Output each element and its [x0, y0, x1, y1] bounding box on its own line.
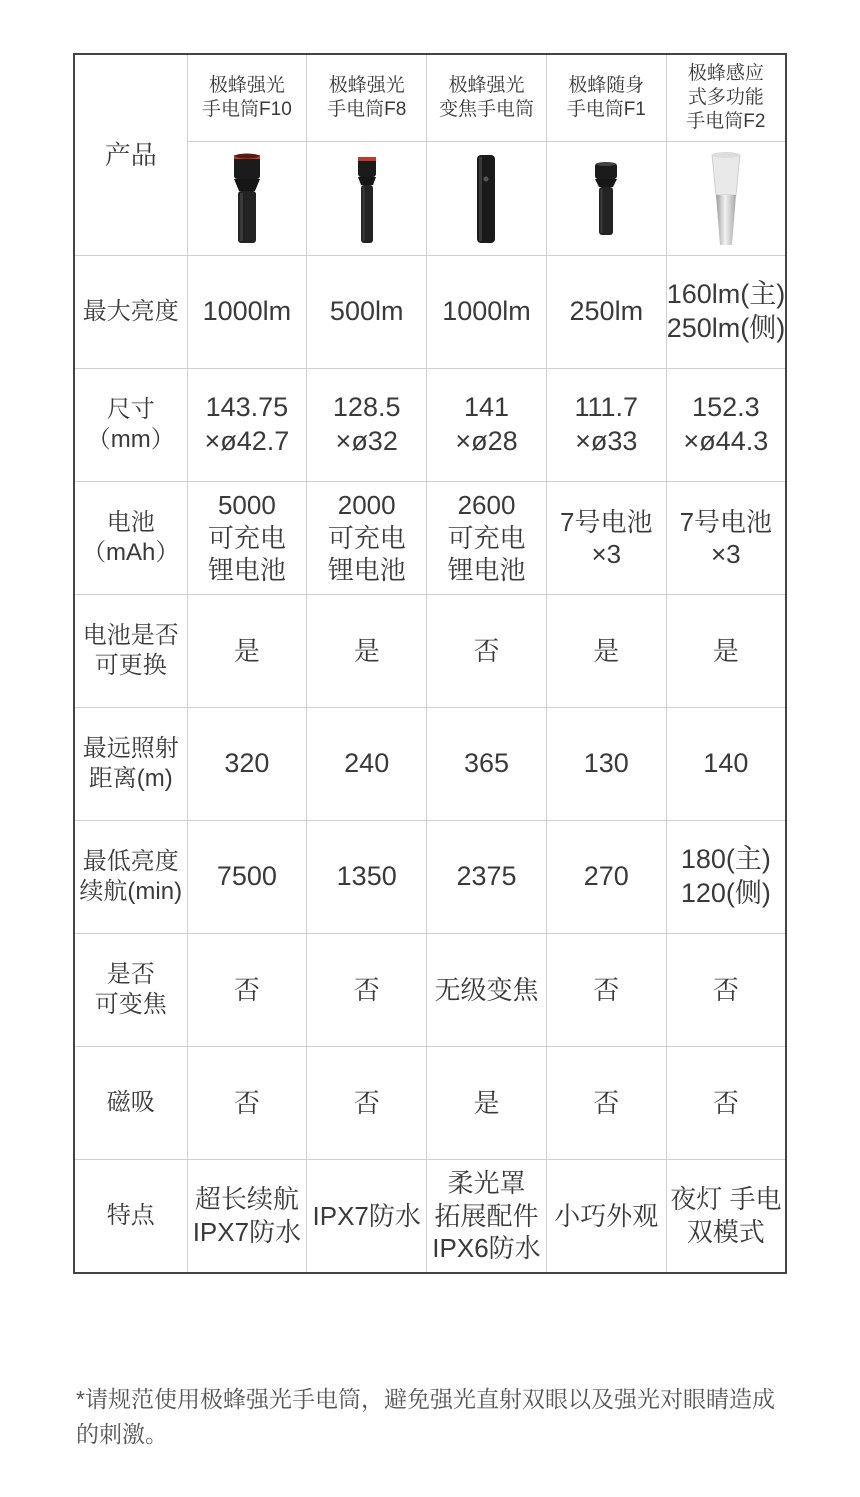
spec-row: [74, 1160, 786, 1273]
flashlight-f1-icon: [591, 159, 621, 239]
spec-value: 130: [546, 708, 666, 821]
spec-value: 否: [307, 1047, 427, 1160]
spec-value: 否: [187, 934, 307, 1047]
spec-value: 140: [666, 708, 786, 821]
flashlight-f10-icon: [227, 151, 267, 247]
spec-value: 否: [427, 595, 547, 708]
product-name: 极蜂随身 手电筒F1: [546, 54, 666, 142]
spec-row: [74, 482, 786, 595]
spec-value: 否: [307, 934, 427, 1047]
product-name: 极蜂强光 变焦手电筒: [427, 54, 547, 142]
row-label: 特点: [74, 1160, 187, 1273]
spec-value: 否: [546, 934, 666, 1047]
flashlight-f8-icon: [352, 151, 382, 247]
spec-value: 是: [427, 1047, 547, 1160]
spec-value: 无级变焦: [427, 934, 547, 1047]
product-image-cell: [187, 142, 307, 256]
flashlight-f2-icon: [706, 149, 746, 249]
spec-row: [74, 256, 786, 369]
product-image-cell: [427, 142, 547, 256]
spec-value: 否: [666, 934, 786, 1047]
spec-value: 是: [546, 595, 666, 708]
product-label: 产品: [74, 54, 187, 256]
product-name-row: [74, 54, 786, 142]
spec-value: 夜灯 手电 双模式: [666, 1160, 786, 1273]
usage-note: *请规范使用极蜂强光手电筒，避免强光直射双眼以及强光对眼睛造成的刺激。: [76, 1386, 775, 1447]
row-label: 尺寸 （mm）: [74, 369, 187, 482]
spec-value: 2000 可充电 锂电池: [307, 482, 427, 595]
spec-value: 1000lm: [187, 256, 307, 369]
spec-value: 160lm(主) 250lm(侧): [666, 256, 786, 369]
spec-value: 1000lm: [427, 256, 547, 369]
spec-value: 111.7 ×ø33: [546, 369, 666, 482]
spec-value: 2375: [427, 821, 547, 934]
spec-value: 250lm: [546, 256, 666, 369]
flashlight-zoom-icon: [473, 151, 499, 247]
spec-value: 7号电池 ×3: [546, 482, 666, 595]
spec-value: 365: [427, 708, 547, 821]
spec-value: 141 ×ø28: [427, 369, 547, 482]
spec-value: 超长续航 IPX7防水: [187, 1160, 307, 1273]
spec-value: 否: [546, 1047, 666, 1160]
spec-value: 7号电池 ×3: [666, 482, 786, 595]
spec-value: 小巧外观: [546, 1160, 666, 1273]
spec-value: 是: [187, 595, 307, 708]
product-image-cell: [666, 142, 786, 256]
row-label: 最远照射 距离(m): [74, 708, 187, 821]
comparison-table: [73, 53, 787, 1274]
spec-value: 320: [187, 708, 307, 821]
row-label: 磁吸: [74, 1047, 187, 1160]
spec-row: [74, 934, 786, 1047]
spec-row: [74, 708, 786, 821]
product-name: 极蜂感应 式多功能 手电筒F2: [666, 54, 786, 142]
spec-value: 143.75 ×ø42.7: [187, 369, 307, 482]
spec-row: [74, 595, 786, 708]
spec-value: 是: [666, 595, 786, 708]
spec-value: IPX7防水: [307, 1160, 427, 1273]
spec-value: 7500: [187, 821, 307, 934]
row-label: 是否 可变焦: [74, 934, 187, 1047]
spec-row: [74, 1047, 786, 1160]
spec-value: 5000 可充电 锂电池: [187, 482, 307, 595]
spec-value: 否: [666, 1047, 786, 1160]
spec-value: 柔光罩 拓展配件 IPX6防水: [427, 1160, 547, 1273]
spec-value: 2600 可充电 锂电池: [427, 482, 547, 595]
spec-row: [74, 821, 786, 934]
spec-value: 是: [307, 595, 427, 708]
spec-value: 152.3 ×ø44.3: [666, 369, 786, 482]
spec-row: [74, 369, 786, 482]
product-image-cell: [307, 142, 427, 256]
spec-value: 1350: [307, 821, 427, 934]
spec-value: 128.5 ×ø32: [307, 369, 427, 482]
spec-value: 500lm: [307, 256, 427, 369]
product-image-cell: [546, 142, 666, 256]
spec-value: 否: [187, 1047, 307, 1160]
spec-value: 180(主) 120(侧): [666, 821, 786, 934]
row-label: 最低亮度 续航(min): [74, 821, 187, 934]
product-name: 极蜂强光 手电筒F8: [307, 54, 427, 142]
product-name: 极蜂强光 手电筒F10: [187, 54, 307, 142]
row-label: 电池是否 可更换: [74, 595, 187, 708]
spec-value: 240: [307, 708, 427, 821]
row-label: 最大亮度: [74, 256, 187, 369]
row-label: 电池 （mAh）: [74, 482, 187, 595]
spec-value: 270: [546, 821, 666, 934]
